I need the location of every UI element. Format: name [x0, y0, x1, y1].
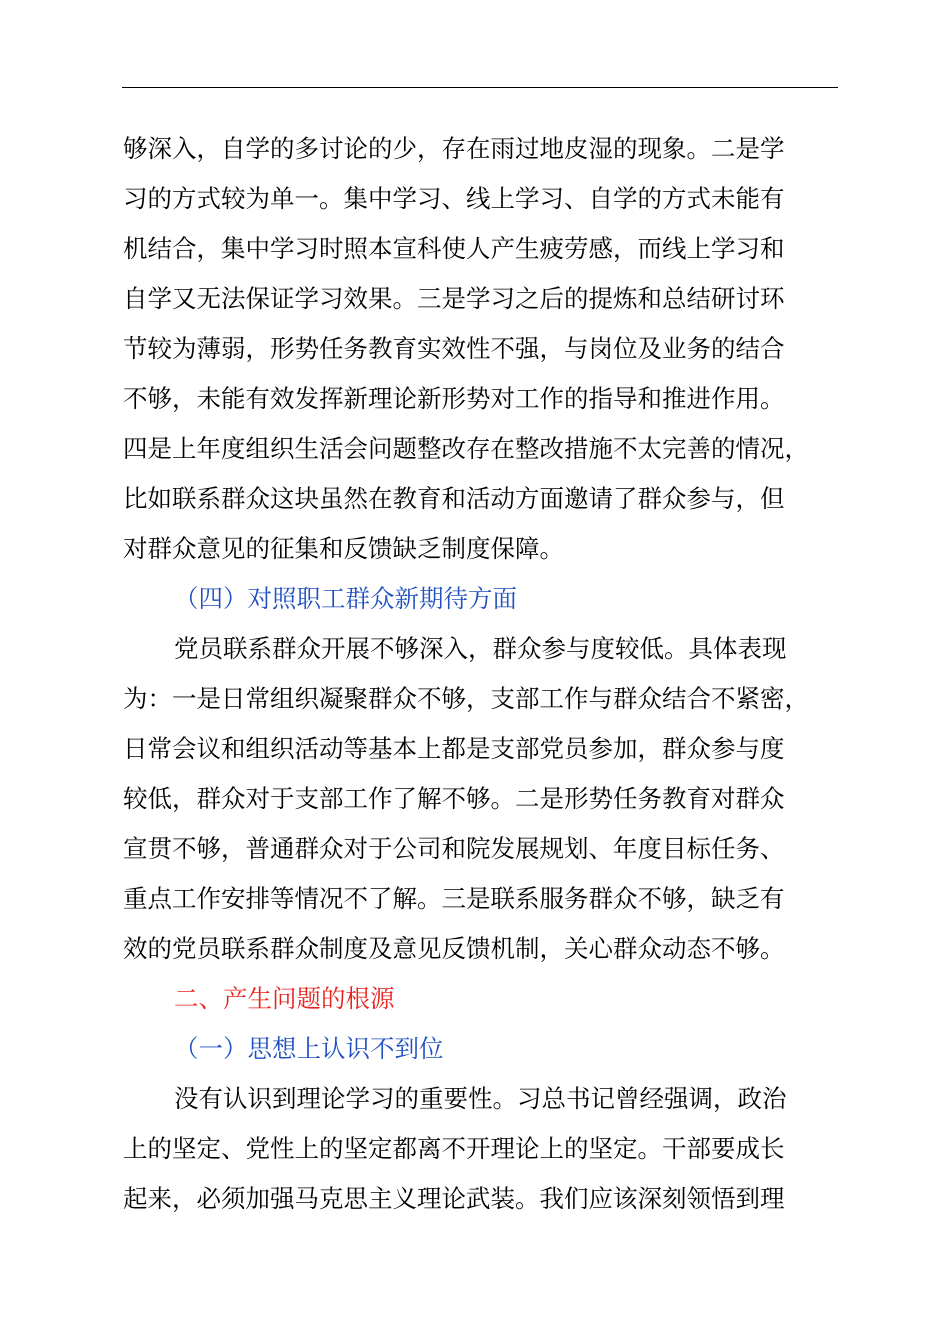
paragraph-line: 比如联系群众这块虽然在教育和活动方面邀请了群众参与，但 [123, 484, 785, 513]
document-body [123, 124, 839, 1224]
paragraph-line: 重点工作安排等情况不了解。三是联系服务群众不够，缺乏有 [123, 884, 785, 913]
paragraph-line: 自学又无法保证学习效果。三是学习之后的提炼和总结研讨环 [123, 284, 785, 313]
paragraph-line: 日常会议和组织活动等基本上都是支部党员参加，群众参与度 [123, 734, 785, 763]
paragraph-line: 为：一是日常组织凝聚群众不够，支部工作与群众结合不紧密， [123, 684, 809, 713]
paragraph-line: 没有认识到理论学习的重要性。习总书记曾经强调，政治 [174, 1084, 787, 1113]
paragraph-line: 党员联系群众开展不够深入，群众参与度较低。具体表现 [174, 634, 787, 663]
paragraph-line: 习的方式较为单一。集中学习、线上学习、自学的方式未能有 [123, 184, 785, 213]
paragraph-line: 不够，未能有效发挥新理论新形势对工作的指导和推进作用。 [123, 384, 785, 413]
chapter-heading-2: 二、产生问题的根源 [174, 984, 395, 1013]
paragraph-line: 上的坚定、党性上的坚定都离不开理论上的坚定。干部要成长 [123, 1134, 785, 1163]
paragraph-line: 宣贯不够，普通群众对于公司和院发展规划、年度目标任务、 [123, 834, 785, 863]
header-rule [122, 87, 838, 88]
section-heading-1: （一）思想上认识不到位 [174, 1034, 444, 1063]
section-heading-4: （四）对照职工群众新期待方面 [174, 584, 517, 613]
paragraph-line: 较低，群众对于支部工作了解不够。二是形势任务教育对群众 [123, 784, 785, 813]
paragraph-line: 起来，必须加强马克思主义理论武装。我们应该深刻领悟到理 [123, 1184, 785, 1213]
paragraph-line: 节较为薄弱，形势任务教育实效性不强，与岗位及业务的结合 [123, 334, 785, 363]
paragraph-line: 够深入，自学的多讨论的少，存在雨过地皮湿的现象。二是学 [123, 134, 785, 163]
paragraph-line: 效的党员联系群众制度及意见反馈机制，关心群众动态不够。 [123, 934, 785, 963]
paragraph-line: 对群众意见的征集和反馈缺乏制度保障。 [123, 534, 564, 563]
paragraph-line: 机结合，集中学习时照本宣科使人产生疲劳感，而线上学习和 [123, 234, 785, 263]
paragraph-line: 四是上年度组织生活会问题整改存在整改措施不太完善的情况， [123, 434, 809, 463]
